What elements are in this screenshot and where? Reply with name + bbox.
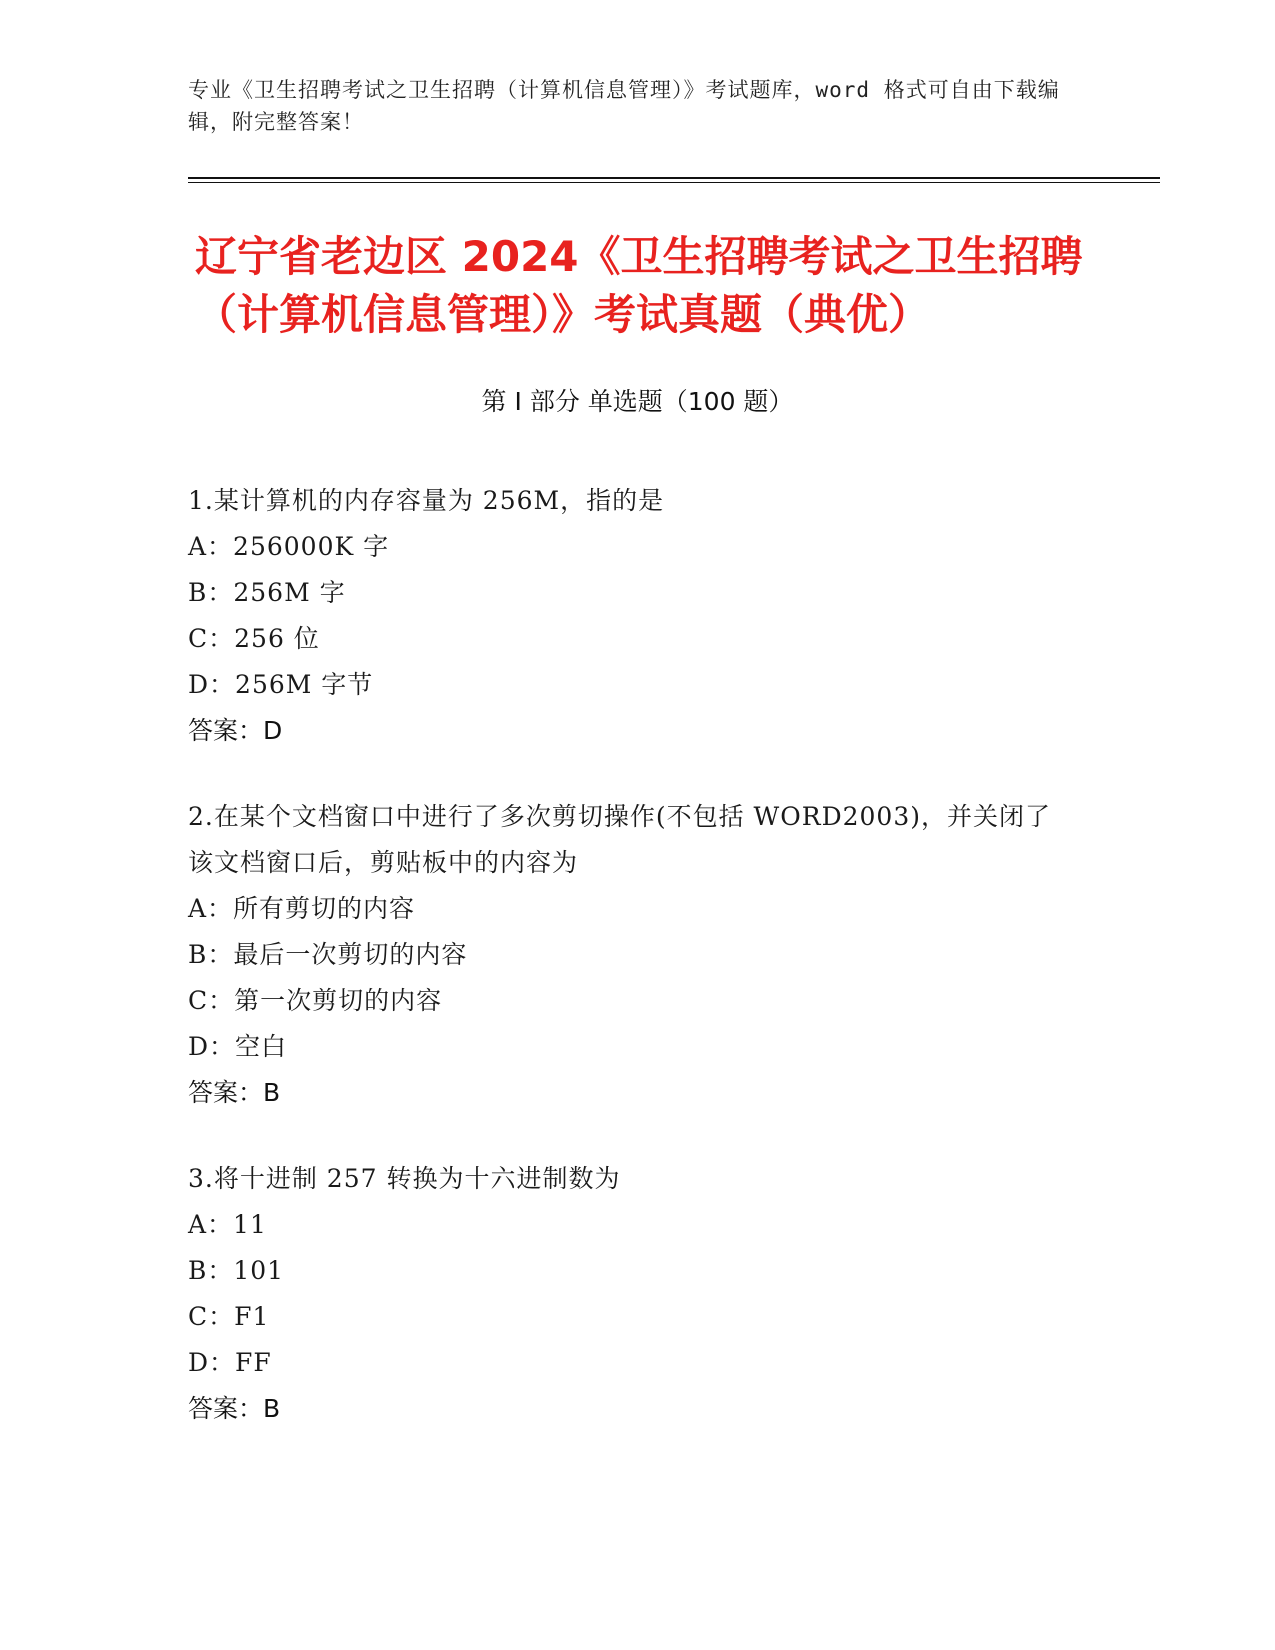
header-divider-thin <box>188 182 1160 183</box>
question-answer: 答案：B <box>188 1078 281 1107</box>
question-option: B：101 <box>188 1256 285 1285</box>
question-item <box>188 794 1068 1116</box>
question-option: D：256M 字节 <box>188 670 374 699</box>
question-option: D：空白 <box>188 1032 288 1061</box>
question-option: A：所有剪切的内容 <box>188 894 416 923</box>
question-option: B：256M 字 <box>188 578 346 607</box>
question-option: D：FF <box>188 1348 272 1377</box>
question-option: A：11 <box>188 1210 267 1239</box>
question-item <box>188 1156 1068 1432</box>
question-list <box>188 478 1068 1472</box>
question-text: 1.某计算机的内存容量为 256M，指的是 <box>188 486 665 515</box>
question-option: A：256000K 字 <box>188 532 390 561</box>
header-note: 专业《卫生招聘考试之卫生招聘（计算机信息管理）》考试题库，word 格式可自由下载编辑，附完整答案！ <box>188 78 1060 134</box>
section-heading: 第 I 部分 单选题（100 题） <box>481 387 794 416</box>
question-text: 3.将十进制 257 转换为十六进制数为 <box>188 1164 621 1193</box>
question-item <box>188 478 1068 754</box>
question-text: 2.在某个文档窗口中进行了多次剪切操作(不包括 WORD2003)，并关闭了该文档窗口后，剪贴板中的内容为 <box>188 802 1051 877</box>
question-option: C：F1 <box>188 1302 270 1331</box>
question-option: C：第一次剪切的内容 <box>188 986 443 1015</box>
question-answer: 答案：D <box>188 716 283 745</box>
header-divider-thick <box>188 177 1160 179</box>
question-option: C：256 位 <box>188 624 320 653</box>
question-option: B：最后一次剪切的内容 <box>188 940 468 969</box>
question-answer: 答案：B <box>188 1394 281 1423</box>
document-title: 辽宁省老边区 2024《卫生招聘考试之卫生招聘（计算机信息管理）》考试真题（典优） <box>195 232 1083 339</box>
